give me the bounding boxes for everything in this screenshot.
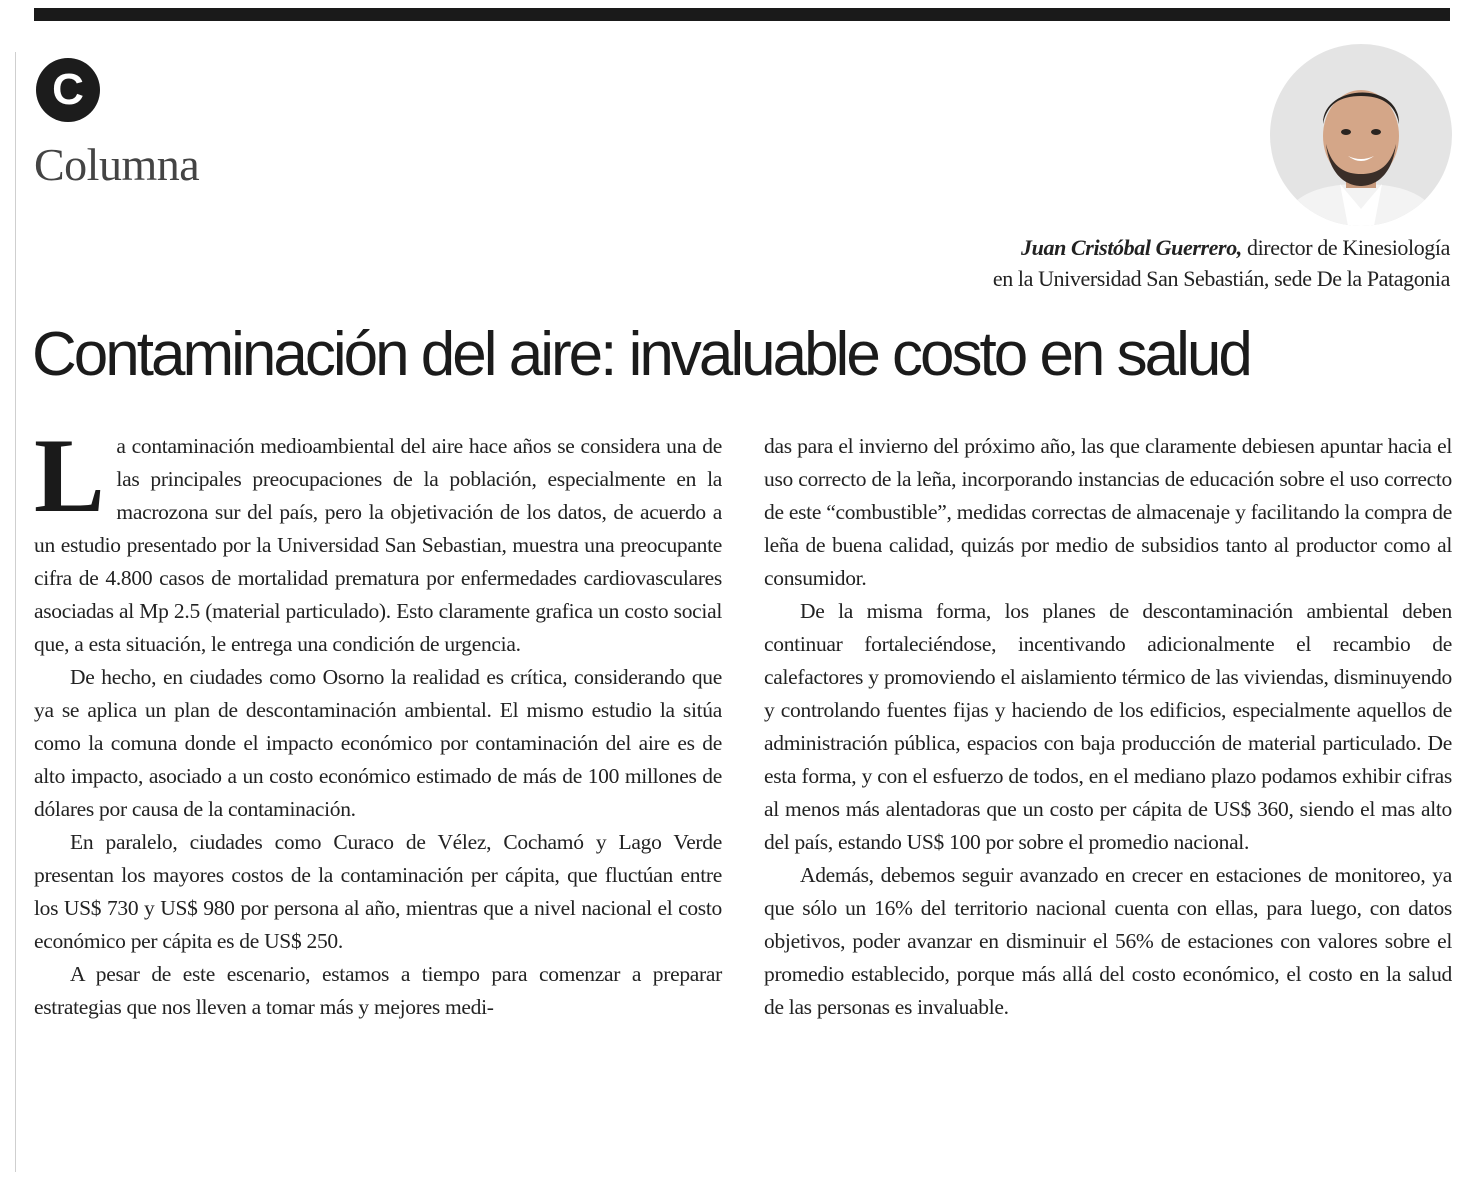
author-photo [1270, 44, 1452, 226]
top-rule [34, 8, 1450, 21]
paragraph-4-continued: das para el invierno del próximo año, las que claramente debiesen apuntar hacia el uso correcto de la leña, incorporando instancias de educación sobre el uso correcto de este “combustible”, medidas correctas de almacenaje y facilitando la compra de leña de buena calidad, quizás por medio de subsidios tanto al productor como al consumidor. [764, 434, 1452, 590]
paragraph-2: De hecho, en ciudades como Osorno la realidad es crítica, considerando que ya se aplica un plan de descontaminación ambiental. El mismo estudio la sitúa como la comuna donde el impacto económico por contaminación del aire es de alto impacto, asociado a un costo económico estimado de más de 100 millones de dólares por causa de la contaminación. [34, 665, 722, 821]
drop-cap: L [34, 417, 105, 534]
section-title: Columna [34, 139, 200, 190]
paragraph-3: En paralelo, ciudades como Curaco de Vélez, Cochamó y Lago Verde presentan los mayores costos de la contaminación per cápita, que fluctúan entre los US$ 730 y US$ 980 por persona al año, mientras que a nivel nacional el costo económico per cápita es de US$ 250. [34, 830, 722, 953]
author-role: director de Kinesiología [1241, 235, 1450, 260]
column-logo-badge: C [36, 58, 100, 122]
author-byline [993, 232, 1450, 294]
byline-line-1 [993, 232, 1450, 263]
author-name: Juan Cristóbal Guerrero, [1021, 235, 1242, 260]
paragraph-4-start: A pesar de este escenario, estamos a tiempo para comenzar a preparar estrategias que nos lleven a tomar más y mejores medi- [34, 962, 722, 1019]
paragraph-6: Además, debemos seguir avanzado en crecer en estaciones de monitoreo, ya que sólo un 16% del territorio nacional cuenta con ellas, para luego, con datos objetivos, poder avanzar en disminuir el 56% de estaciones con valores sobre el promedio establecido, porque más allá del costo económico, el costo en la salud de las personas es invaluable. [764, 863, 1452, 1019]
article-column-left [34, 417, 722, 1024]
paragraph-1-text: a contaminación medioambiental del aire hace años se considera una de las principales preocupaciones de la población, especialmente en la macrozona sur del país, pero la objetivación de los datos, de acuerdo a un estudio presentado por la Universidad San Sebastian, muestra una preocupante cifra de 4.800 casos de mortalidad prematura por enfermedades cardiovasculares asociadas al Mp 2.5 (material particulado). Esto claramente grafica un costo social que, a esta situación, le entrega una condición de urgencia. [34, 434, 722, 656]
article-column-right [764, 430, 1452, 1024]
headline: Contaminación del aire: invaluable costo en salud [32, 320, 1250, 389]
paragraph-5: De la misma forma, los planes de descontaminación ambiental deben continuar fortaleciéndose, incentivando adicionalmente el recambio de calefactores y promoviendo el aislamiento térmico de las viviendas, disminuyendo y controlando fuentes fijas y haciendo de los edificios, especialmente aquellos de administración pública, espacios con baja producción de material particulado. De esta forma, y con el esfuerzo de todos, en el mediano plazo podamos exhibir cifras al menos más alentadoras que un costo per cápita de US$ 360, siendo el mas alto del país, estando US$ 100 por sobre el promedio nacional. [764, 599, 1452, 854]
left-divider [15, 52, 16, 1172]
author-affiliation: en la Universidad San Sebastián, sede De la Patagonia [992, 266, 1450, 291]
paragraph-1 [34, 417, 722, 661]
